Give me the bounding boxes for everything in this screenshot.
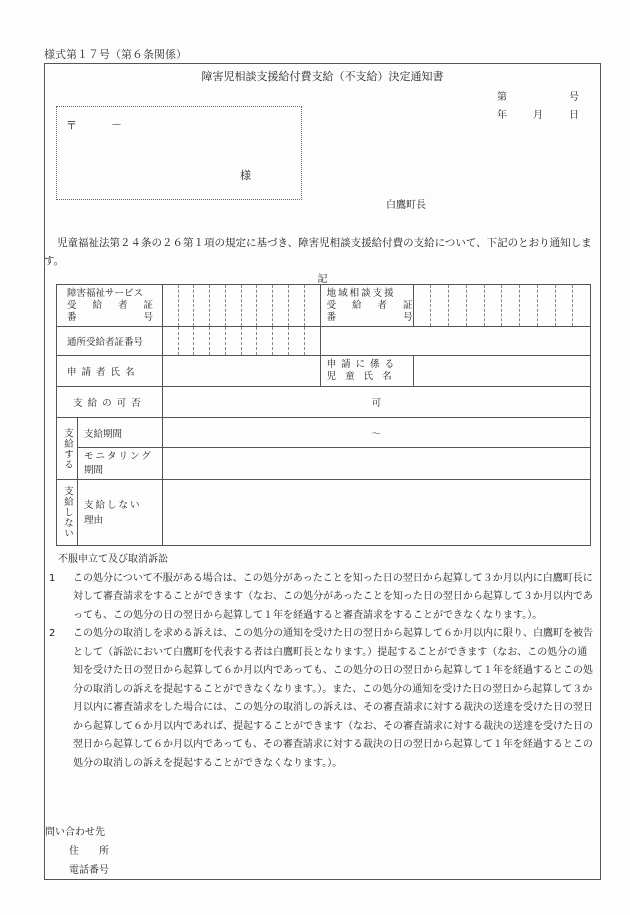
appeal-item	[45, 570, 600, 626]
appeal-item-text: この処分について不服がある場合は、この処分があったことを知った日の翌日から起算して３か月以内に白鷹町長に対して審査請求をすることができます（なお、この処分があったことを知った日の翌日から起算して３か月以内であっても、この処分の日の翌日から起算して１年を経過すると審査請求をすることができなくなります。）。	[73, 572, 593, 621]
doc-number-go: 号	[569, 92, 579, 103]
appeal-item-number: 1	[49, 572, 56, 584]
ki-heading: 記	[317, 274, 328, 285]
deny-reason-label: 支給しない 理由	[77, 480, 162, 546]
monitoring-period-field[interactable]	[162, 448, 590, 480]
issuer: 白鷹町長	[386, 200, 426, 211]
decision-table	[56, 284, 591, 546]
day-service-cert-label: 通所受給者証番号	[57, 327, 163, 356]
postal-dash: －	[111, 118, 122, 131]
approval-value[interactable]: 可	[162, 387, 590, 418]
document-title: 障害児相談支援給付費支給（不支給）決定通知書	[201, 70, 444, 83]
honorific: 様	[240, 169, 251, 182]
doc-number-dai: 第	[497, 92, 507, 103]
appeal-section	[45, 551, 600, 773]
date-year: 年	[497, 110, 507, 121]
form-number: 様式第１７号（第６条関係）	[44, 48, 187, 61]
contact-heading: 問い合わせ先	[45, 827, 105, 838]
monitoring-label: モニタリング 期間	[77, 448, 162, 480]
grant-group-label: 支給する	[57, 418, 78, 480]
appeal-heading: 不服申立て及び取消訴訟	[58, 554, 168, 565]
date-day: 日	[569, 110, 579, 121]
applicant-name-label: 申請者氏名	[57, 356, 163, 387]
grant-period-value[interactable]: ～	[162, 418, 590, 448]
approval-label: 支給の可否	[57, 387, 163, 418]
label-line: 地域相談支援	[326, 287, 396, 299]
appeal-item	[45, 625, 600, 773]
child-name-field[interactable]	[413, 356, 590, 387]
disability-cert-number-field[interactable]	[162, 285, 320, 327]
label-line: 障害福祉サービス	[67, 287, 144, 299]
appeal-item-text: この処分の取消しを求める訴えは、この処分の通知を受けた日の翌日から起算して６か月以内に限り、白鷹町を被告として（訴訟において白鷹町を代表する者は白鷹町長となります。）提起することができます（なお、この処分の通知を受けた日の翌日から起算して６か月以内であっても、この処分の日の翌日から起算して１年を経過するとこの処分の取消しの訴えを提起することができなくなります。）。また、この処分の通知を受けた日の翌日から起算して３か月以内に審査請求をした場合には、この処分の取消しの訴えは、その審査請求に対する裁決の送達を受けた日の翌日から起算して６か月以内であれば、提起することができます（なお、その審査請求に対する裁決の送達を受けた日の翌日から起算して６か月以内であっても、その審査請求に対する裁決の日の翌日から起算して１年を経過するとこの処分の取消しの訴えを提起することができなくなります。）。	[73, 628, 593, 769]
notice-document	[44, 63, 601, 880]
appeal-item-number: 2	[49, 628, 56, 639]
day-service-cert-number-field[interactable]	[162, 327, 320, 356]
intro-text: 児童福祉法第２４条の２６第１項の規定に基づき、障害児相談支援給付費の支給について、下記のとおり通知します。	[44, 237, 592, 267]
deny-reason-field[interactable]	[162, 480, 590, 546]
contact-address-label: 住 所	[69, 846, 109, 857]
regional-cert-number-field[interactable]	[413, 285, 590, 327]
contact-phone-label: 電話番号	[69, 865, 109, 876]
deny-group-label: 支給しない	[57, 480, 78, 546]
regional-cert-label: 地域相談支援 受 給 者 証 番 号	[320, 285, 413, 327]
date-month: 月	[533, 110, 543, 121]
disability-cert-label: 障害福祉サービス 受 給 者 証 番 号	[57, 285, 163, 327]
empty-cell	[320, 327, 590, 356]
postal-mark: 〒	[66, 119, 77, 132]
contact-section	[45, 823, 109, 880]
child-name-label: 申請に係る 児童氏名	[320, 356, 413, 387]
recipient-address-box[interactable]	[56, 106, 302, 200]
applicant-name-field[interactable]	[162, 356, 320, 387]
grant-period-label: 支給期間	[77, 418, 162, 448]
